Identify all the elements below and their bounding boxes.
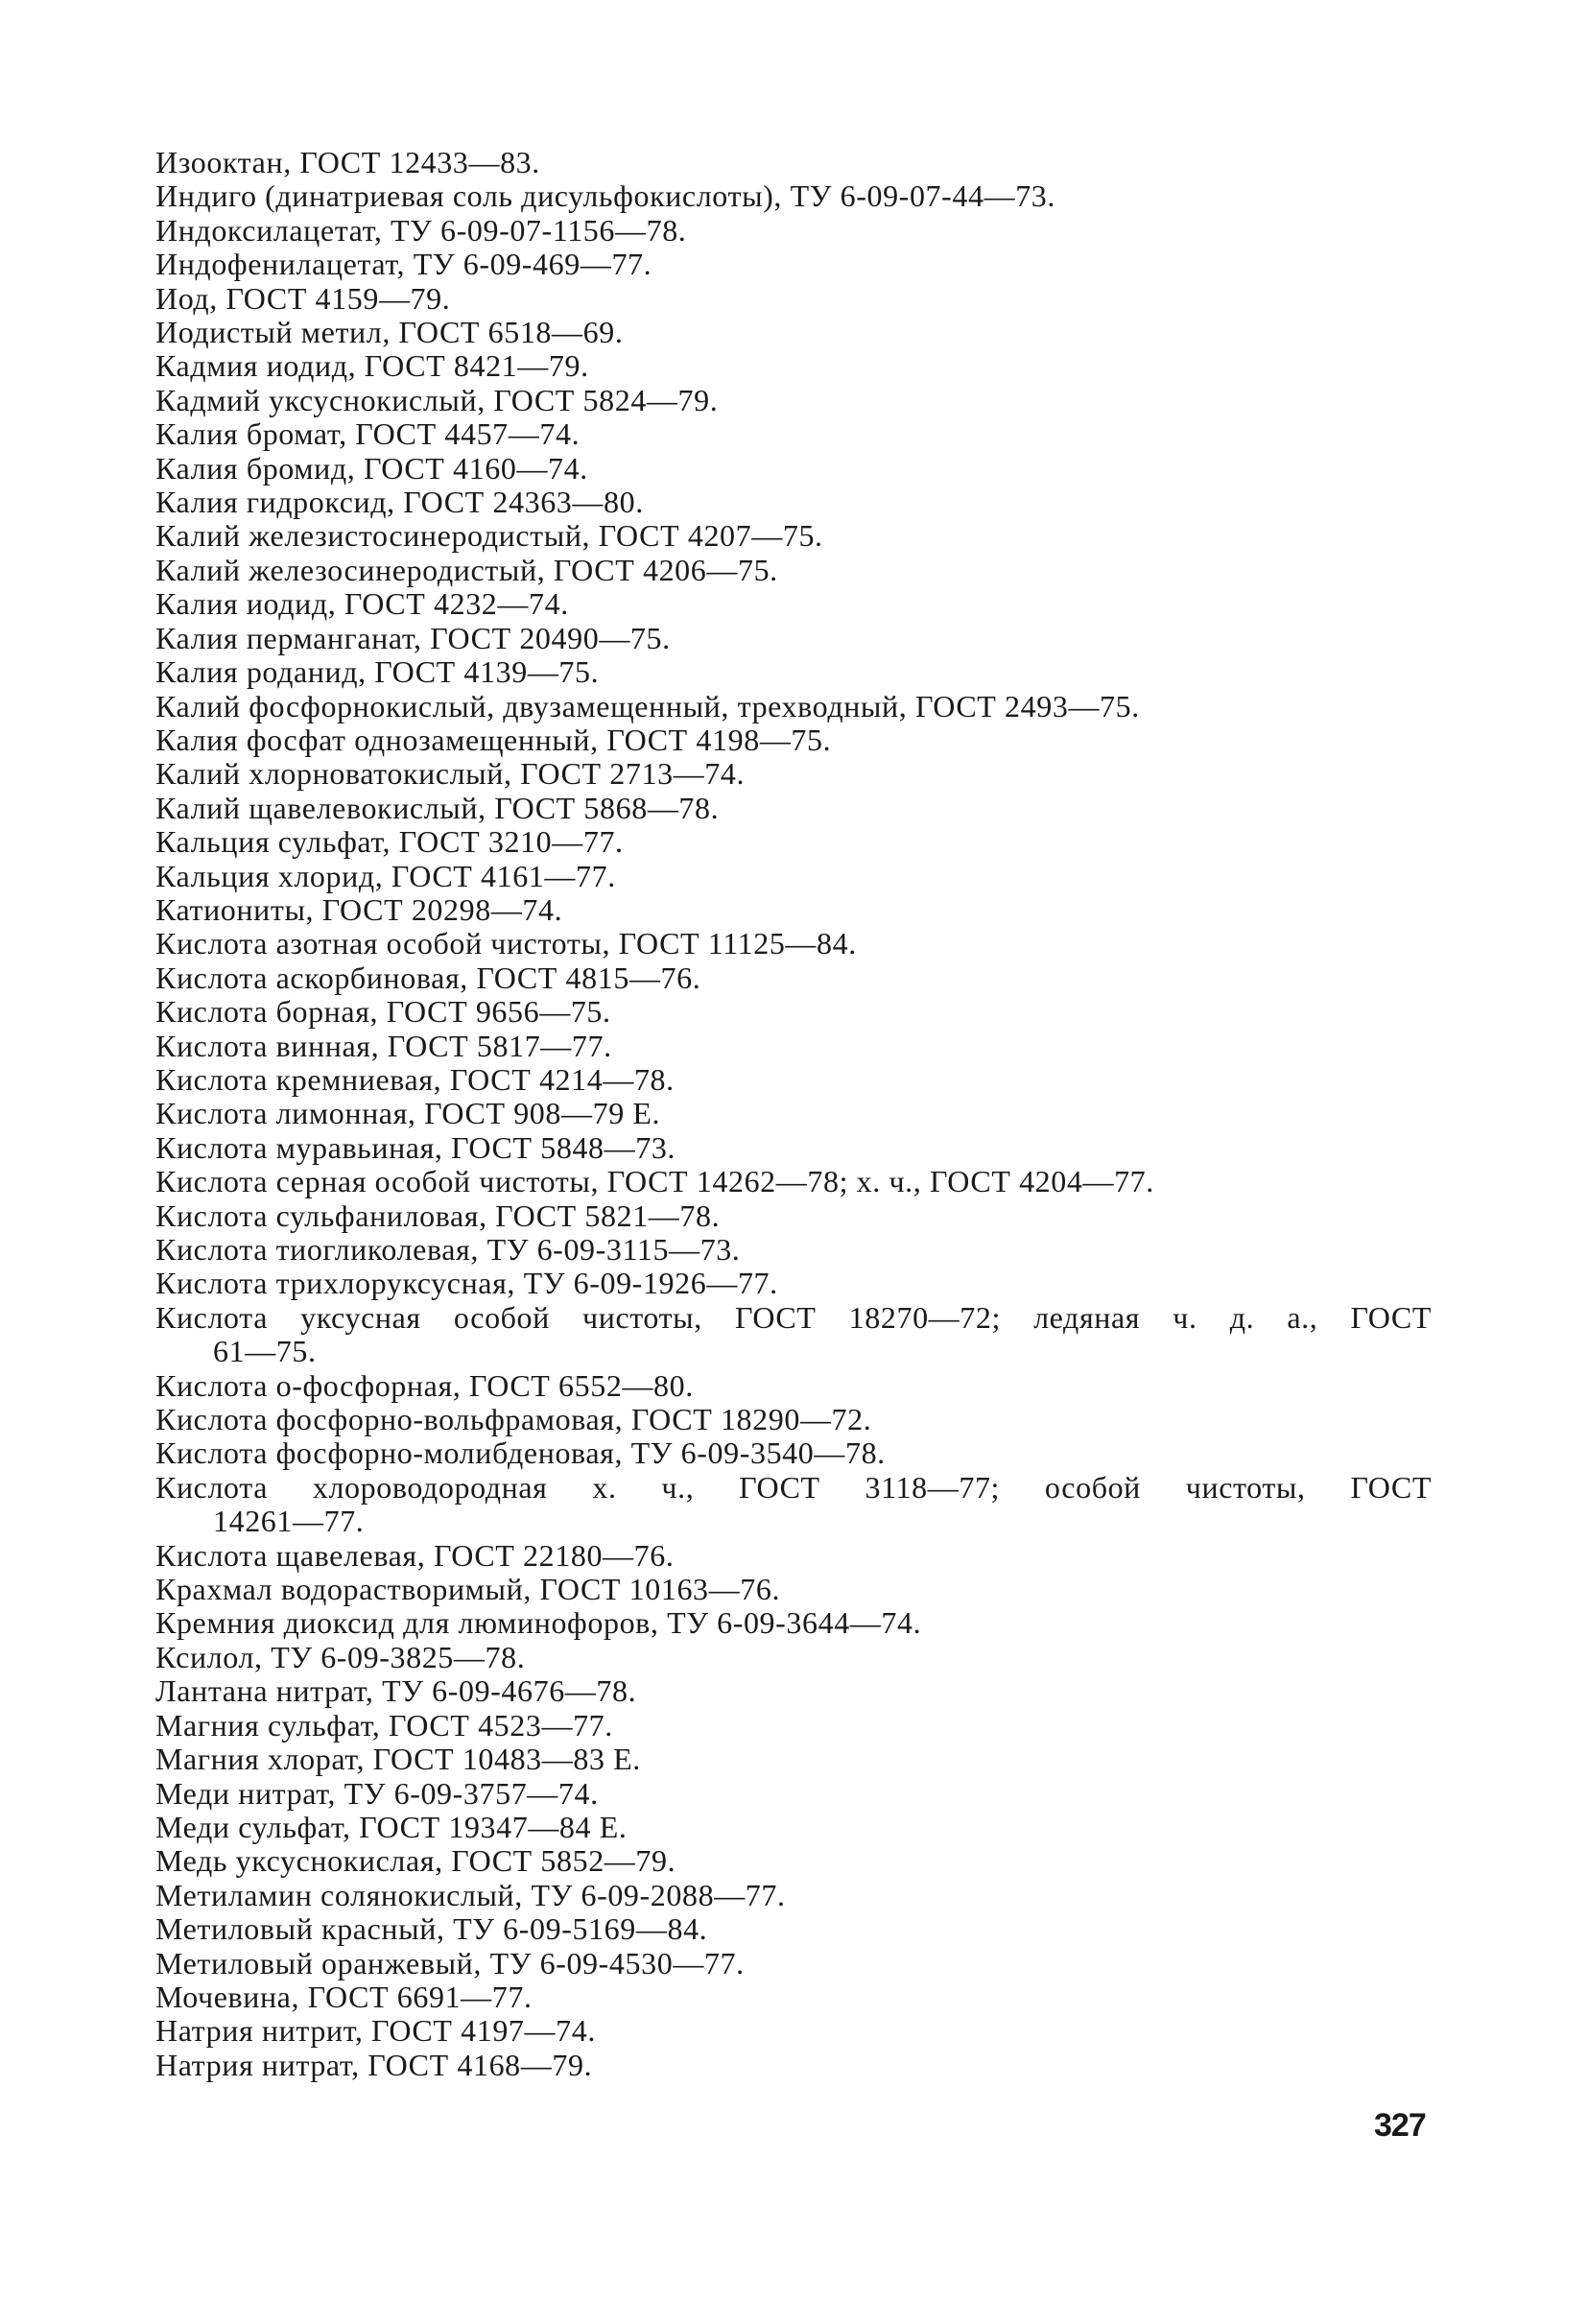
entry-word: особой xyxy=(1044,1469,1141,1505)
reagent-entry: Изооктан, ГОСТ 12433—83. xyxy=(155,145,540,179)
reagent-entry: Кислота фосфорно-вольфрамовая, ГОСТ 18290—72. xyxy=(155,1402,872,1437)
page-number: 327 xyxy=(1374,2107,1426,2144)
reagent-entry: Метиловый красный, ТУ 6-09-5169—84. xyxy=(155,1911,708,1947)
entry-word: х. xyxy=(592,1469,617,1505)
reagent-entry-hydrochloric-acid-line1 xyxy=(155,1471,1432,1505)
reagent-entry: Калия роданид, ГОСТ 4139—75. xyxy=(155,654,600,690)
reagent-entry: Метиламин солянокислый, ТУ 6-09-2088—77. xyxy=(155,1877,786,1912)
reagent-entry: Иод, ГОСТ 4159—79. xyxy=(155,280,451,316)
entry-word: ледяная xyxy=(1033,1299,1141,1335)
reagent-entry: Кислота винная, ГОСТ 5817—77. xyxy=(155,1028,612,1063)
entry-word: хлороводородная xyxy=(312,1469,548,1505)
reagent-entry: Индофенилацетат, ТУ 6-09-469—77. xyxy=(155,247,652,282)
reagent-entry: Катиониты, ГОСТ 20298—74. xyxy=(155,891,563,927)
reagent-entry: Кислота борная, ГОСТ 9656—75. xyxy=(155,994,611,1030)
entry-word: ГОСТ xyxy=(1350,1469,1432,1505)
reagent-entry: Ксилол, ТУ 6-09-3825—78. xyxy=(155,1639,526,1674)
reagent-entry: Кислота щавелевая, ГОСТ 22180—76. xyxy=(155,1537,675,1573)
reagent-entry: Кислота о-фосфорная, ГОСТ 6552—80. xyxy=(155,1367,694,1403)
reagent-group-b xyxy=(155,1369,1441,1471)
reagent-entry: Кислота серная особой чистоты, ГОСТ 14262—78; х. ч., ГОСТ 4204—77. xyxy=(155,1164,1154,1199)
reagent-entry-hydrochloric-acid-line2: 14261—77. xyxy=(213,1504,365,1539)
entry-word: Кислота xyxy=(155,1469,268,1505)
reagent-entry: Калий железосинеродистый, ГОСТ 4206—75. xyxy=(155,552,778,587)
entry-word: Кислота xyxy=(155,1299,268,1335)
reagent-entry: Индиго (динатриевая соль дисульфокислоты), ТУ 6-09-07-44—73. xyxy=(155,178,1055,214)
entry-word: а., xyxy=(1287,1299,1318,1335)
reagent-entry-acetic-acid-line2: 61—75. xyxy=(213,1334,317,1369)
reagent-group-c xyxy=(155,1539,1441,2083)
reagent-entry: Кремния диоксид для люминофоров, ТУ 6-09-3644—74. xyxy=(155,1605,922,1641)
reagent-entry: Меди нитрат, ТУ 6-09-3757—74. xyxy=(155,1775,599,1811)
reagent-entry: Медь уксуснокислая, ГОСТ 5852—79. xyxy=(155,1843,676,1879)
reagent-entry: Калий щавелевокислый, ГОСТ 5868—78. xyxy=(155,790,720,825)
reagent-entry: Кислота азотная особой чистоты, ГОСТ 11125—84. xyxy=(155,926,857,961)
reagent-entry: Калий железистосинеродистый, ГОСТ 4207—75. xyxy=(155,518,823,554)
reagent-entry: Калия бромат, ГОСТ 4457—74. xyxy=(155,416,581,452)
entry-word: д. xyxy=(1229,1299,1255,1335)
reagent-group-a xyxy=(155,146,1441,1301)
entry-word: ГОСТ xyxy=(739,1469,820,1505)
entry-word: особой xyxy=(453,1299,550,1335)
reagent-entry: Кислота аскорбиновая, ГОСТ 4815—76. xyxy=(155,960,701,995)
entry-word: 18270—72; xyxy=(848,1299,1001,1335)
reagent-entry: Магния сульфат, ГОСТ 4523—77. xyxy=(155,1707,613,1743)
reagent-entry: Кислота сульфаниловая, ГОСТ 5821—78. xyxy=(155,1198,721,1233)
reagent-entry: Кислота тиогликолевая, ТУ 6-09-3115—73. xyxy=(155,1232,741,1267)
entry-word: ч., xyxy=(661,1469,695,1505)
reagent-entry: Кислота фосфорно-молибденовая, ТУ 6-09-3540—78. xyxy=(155,1435,886,1471)
reagent-entry: Кальция хлорид, ГОСТ 4161—77. xyxy=(155,858,616,893)
reagent-entry: Кислота муравьиная, ГОСТ 5848—73. xyxy=(155,1129,676,1165)
entry-word: ГОСТ xyxy=(1350,1299,1432,1335)
reagent-entry: Кальция сульфат, ГОСТ 3210—77. xyxy=(155,824,624,860)
reagent-entry-acetic-acid-line1 xyxy=(155,1301,1432,1335)
reagent-entry: Кислота трихлоруксусная, ТУ 6-09-1926—77. xyxy=(155,1266,778,1301)
reagent-entry: Магния хлорат, ГОСТ 10483—83 Е. xyxy=(155,1742,641,1777)
entry-word: чистоты, xyxy=(582,1299,702,1335)
reagent-entry: Натрия нитрат, ГОСТ 4168—79. xyxy=(155,2047,593,2082)
entry-word: ч. xyxy=(1173,1299,1197,1335)
entry-word: уксусная xyxy=(300,1299,421,1335)
reagent-entry: Иодистый метил, ГОСТ 6518—69. xyxy=(155,315,624,350)
reagent-entry: Калия бромид, ГОСТ 4160—74. xyxy=(155,450,588,486)
reagent-entry: Индоксилацетат, ТУ 6-09-07-1156—78. xyxy=(155,212,687,248)
reagent-entry: Калия иодид, ГОСТ 4232—74. xyxy=(155,586,569,622)
reagent-entry: Крахмал водорастворимый, ГОСТ 10163—76. xyxy=(155,1572,781,1607)
reagent-entry: Калия перманганат, ГОСТ 20490—75. xyxy=(155,620,671,655)
reagent-entry: Кадмий уксуснокислый, ГОСТ 5824—79. xyxy=(155,382,719,417)
entry-word: чистоты, xyxy=(1185,1469,1306,1505)
reagent-entry: Мочевина, ГОСТ 6691—77. xyxy=(155,1979,533,2014)
reagent-entry: Кадмия иодид, ГОСТ 8421—79. xyxy=(155,348,589,384)
reagent-entry: Лантана нитрат, ТУ 6-09-4676—78. xyxy=(155,1673,637,1709)
reagent-entry: Натрия нитрит, ГОСТ 4197—74. xyxy=(155,2013,596,2049)
reagent-entry: Кислота лимонная, ГОСТ 908—79 Е. xyxy=(155,1096,661,1131)
reagent-entry: Меди сульфат, ГОСТ 19347—84 Е. xyxy=(155,1809,628,1844)
reagent-entry: Калий хлорноватокислый, ГОСТ 2713—74. xyxy=(155,756,746,792)
reagent-entry: Кислота кремниевая, ГОСТ 4214—78. xyxy=(155,1061,675,1097)
reagent-entry: Калия гидроксид, ГОСТ 24363—80. xyxy=(155,485,644,520)
reagent-entry: Калий фосфорнокислый, двузамещенный, трехводный, ГОСТ 2493—75. xyxy=(155,688,1140,723)
reagent-entry: Калия фосфат однозамещенный, ГОСТ 4198—75. xyxy=(155,722,832,757)
entry-word: 3118—77; xyxy=(865,1469,1001,1505)
reagent-entry: Метиловый оранжевый, ТУ 6-09-4530—77. xyxy=(155,1945,745,1980)
entry-word: ГОСТ xyxy=(735,1299,817,1335)
reagent-list xyxy=(155,146,1441,2082)
